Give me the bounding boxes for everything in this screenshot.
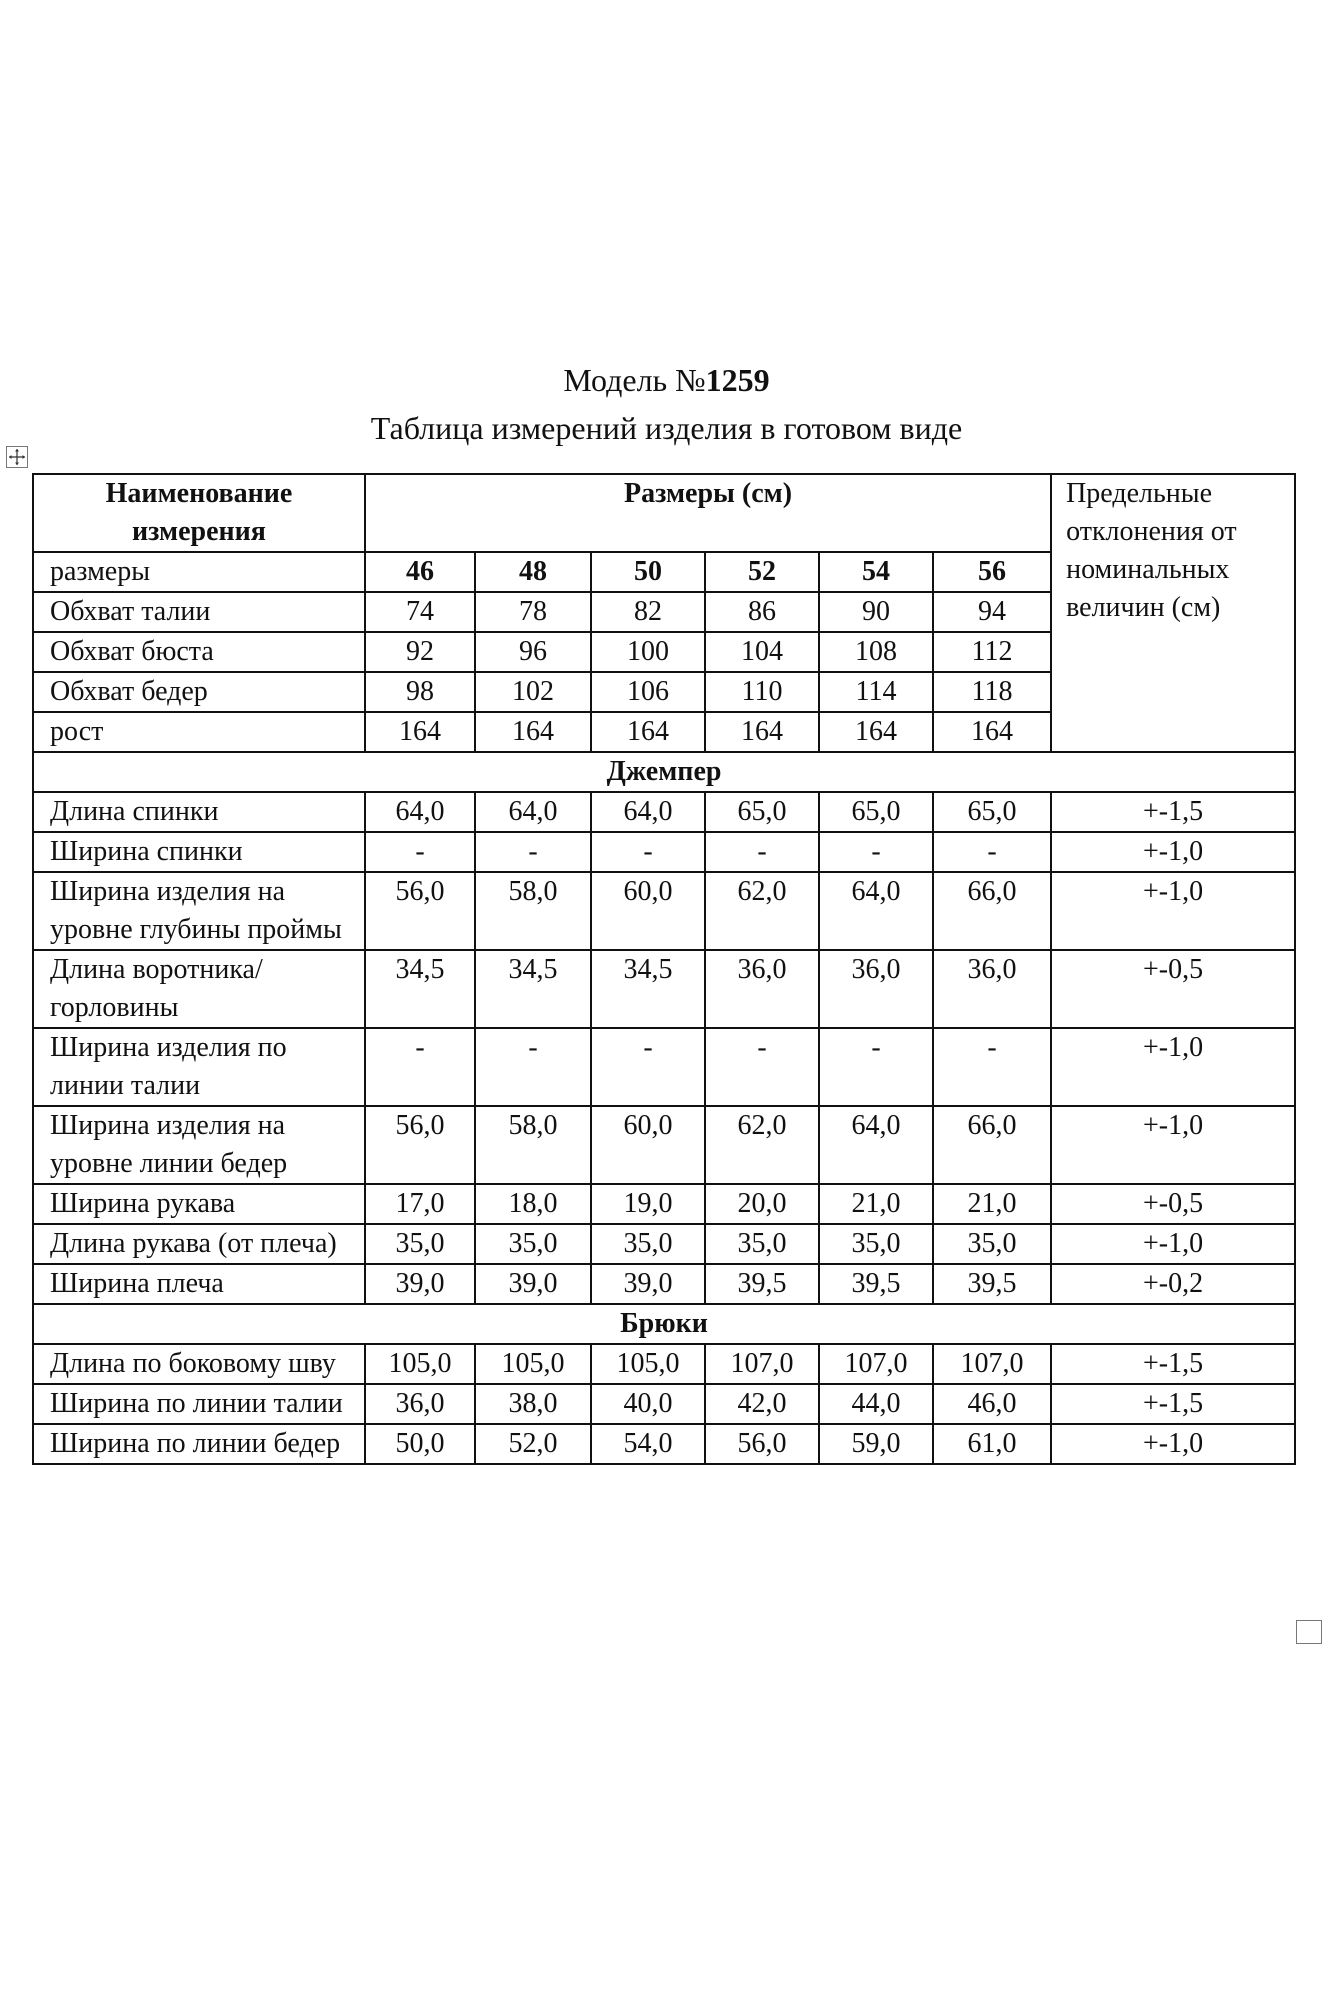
row-value: 105,0	[475, 1344, 591, 1384]
row-value: 64,0	[475, 792, 591, 832]
row-value: 82	[591, 592, 705, 632]
row-value: 39,0	[591, 1264, 705, 1304]
row-value: 64,0	[819, 872, 933, 950]
row-value: -	[365, 832, 475, 872]
row-value: 35,0	[819, 1224, 933, 1264]
row-value: 164	[705, 712, 819, 752]
row-value: 50,0	[365, 1424, 475, 1464]
row-value: 34,5	[591, 950, 705, 1028]
row-tolerance: +-1,0	[1051, 832, 1295, 872]
row-value: 35,0	[705, 1224, 819, 1264]
row-value: 110	[705, 672, 819, 712]
row-value: -	[591, 1028, 705, 1106]
row-value: 94	[933, 592, 1051, 632]
row-value: 39,5	[819, 1264, 933, 1304]
row-value: 20,0	[705, 1184, 819, 1224]
row-value: 106	[591, 672, 705, 712]
row-value: -	[819, 832, 933, 872]
row-value: 107,0	[933, 1344, 1051, 1384]
row-value: 36,0	[705, 950, 819, 1028]
size-56: 56	[933, 552, 1051, 592]
row-label: Обхват бюста	[33, 632, 365, 672]
row-value: -	[933, 1028, 1051, 1106]
row-value: 107,0	[819, 1344, 933, 1384]
row-value: 65,0	[705, 792, 819, 832]
row-value: 118	[933, 672, 1051, 712]
row-tolerance: +-0,5	[1051, 1184, 1295, 1224]
row-value: 46,0	[933, 1384, 1051, 1424]
table-row	[33, 1264, 1295, 1304]
size-48: 48	[475, 552, 591, 592]
row-tolerance: +-1,0	[1051, 872, 1295, 950]
row-label: Длина рукава (от плеча)	[33, 1224, 365, 1264]
model-number: 1259	[705, 362, 770, 398]
row-value: 64,0	[591, 792, 705, 832]
row-value: 39,0	[365, 1264, 475, 1304]
row-value: 74	[365, 592, 475, 632]
sizes-header: Размеры (см)	[365, 474, 1051, 552]
row-label: Ширина изделия по линии талии	[33, 1028, 365, 1106]
row-value: 21,0	[933, 1184, 1051, 1224]
tolerance-header: Предельные отклонения от номинальных величин (см)	[1051, 474, 1295, 752]
row-value: 100	[591, 632, 705, 672]
row-tolerance: +-1,0	[1051, 1224, 1295, 1264]
size-54: 54	[819, 552, 933, 592]
row-value: 52,0	[475, 1424, 591, 1464]
size-50: 50	[591, 552, 705, 592]
row-value: 92	[365, 632, 475, 672]
measurement-table	[32, 473, 1296, 1465]
row-value: 164	[819, 712, 933, 752]
row-value: 17,0	[365, 1184, 475, 1224]
col-name-header: Наименование измерения	[33, 474, 365, 552]
row-label: Ширина рукава	[33, 1184, 365, 1224]
row-value: -	[365, 1028, 475, 1106]
size-row-label: размеры	[33, 552, 365, 592]
row-value: 107,0	[705, 1344, 819, 1384]
row-value: 96	[475, 632, 591, 672]
section-header-row	[33, 1304, 1295, 1344]
row-value: 39,5	[933, 1264, 1051, 1304]
row-value: 62,0	[705, 1106, 819, 1184]
row-value: -	[933, 832, 1051, 872]
model-prefix: Модель №	[563, 362, 706, 398]
row-value: 164	[933, 712, 1051, 752]
row-value: 61,0	[933, 1424, 1051, 1464]
row-value: 56,0	[365, 1106, 475, 1184]
row-value: 39,5	[705, 1264, 819, 1304]
row-value: 102	[475, 672, 591, 712]
section-title: Брюки	[33, 1304, 1295, 1344]
row-value: 54,0	[591, 1424, 705, 1464]
table-row	[33, 872, 1295, 950]
row-value: 56,0	[705, 1424, 819, 1464]
row-value: 66,0	[933, 872, 1051, 950]
row-value: 42,0	[705, 1384, 819, 1424]
table-row	[33, 1384, 1295, 1424]
row-value: 34,5	[475, 950, 591, 1028]
row-label: Ширина спинки	[33, 832, 365, 872]
row-value: 40,0	[591, 1384, 705, 1424]
row-value: 35,0	[475, 1224, 591, 1264]
row-tolerance: +-1,0	[1051, 1424, 1295, 1464]
row-value: 18,0	[475, 1184, 591, 1224]
row-value: 105,0	[591, 1344, 705, 1384]
row-label: Обхват бедер	[33, 672, 365, 712]
row-label: Длина по боковому шву	[33, 1344, 365, 1384]
row-label: Ширина по линии талии	[33, 1384, 365, 1424]
row-label: Длина спинки	[33, 792, 365, 832]
row-value: 35,0	[365, 1224, 475, 1264]
row-value: 98	[365, 672, 475, 712]
row-value: -	[591, 832, 705, 872]
row-label: Длина воротника/горловины	[33, 950, 365, 1028]
size-52: 52	[705, 552, 819, 592]
row-value: 164	[591, 712, 705, 752]
row-value: -	[819, 1028, 933, 1106]
row-value: 114	[819, 672, 933, 712]
row-tolerance: +-1,0	[1051, 1106, 1295, 1184]
row-value: -	[475, 1028, 591, 1106]
row-value: 34,5	[365, 950, 475, 1028]
table-row	[33, 1028, 1295, 1106]
row-value: 56,0	[365, 872, 475, 950]
header-row	[33, 474, 1295, 552]
section-header-row	[33, 752, 1295, 792]
row-value: 105,0	[365, 1344, 475, 1384]
row-value: 64,0	[819, 1106, 933, 1184]
row-label: рост	[33, 712, 365, 752]
table-row	[33, 1344, 1295, 1384]
table-row	[33, 950, 1295, 1028]
row-value: 65,0	[933, 792, 1051, 832]
table-subtitle: Таблица измерений изделия в готовом виде	[370, 410, 963, 446]
table-resize-handle[interactable]	[1296, 1620, 1322, 1644]
row-label: Ширина изделия на уровне линии бедер	[33, 1106, 365, 1184]
row-value: 108	[819, 632, 933, 672]
row-value: -	[705, 1028, 819, 1106]
row-value: 164	[475, 712, 591, 752]
row-value: 62,0	[705, 872, 819, 950]
model-title	[0, 358, 1333, 402]
size-46: 46	[365, 552, 475, 592]
table-row	[33, 1106, 1295, 1184]
row-label: Ширина по линии бедер	[33, 1424, 365, 1464]
row-value: 66,0	[933, 1106, 1051, 1184]
table-row	[33, 1184, 1295, 1224]
row-value: 36,0	[365, 1384, 475, 1424]
row-value: 36,0	[933, 950, 1051, 1028]
row-label: Обхват талии	[33, 592, 365, 632]
row-value: 60,0	[591, 1106, 705, 1184]
row-value: 78	[475, 592, 591, 632]
row-value: -	[705, 832, 819, 872]
row-value: 35,0	[933, 1224, 1051, 1264]
row-value: 58,0	[475, 1106, 591, 1184]
row-value: 164	[365, 712, 475, 752]
row-label: Ширина плеча	[33, 1264, 365, 1304]
row-tolerance: +-1,5	[1051, 1344, 1295, 1384]
row-value: 36,0	[819, 950, 933, 1028]
table-move-handle-icon[interactable]	[6, 446, 28, 468]
row-value: 104	[705, 632, 819, 672]
row-value: 86	[705, 592, 819, 632]
row-value: 60,0	[591, 872, 705, 950]
section-title: Джемпер	[33, 752, 1295, 792]
table-row	[33, 1224, 1295, 1264]
row-tolerance: +-1,5	[1051, 792, 1295, 832]
row-value: -	[475, 832, 591, 872]
table-row	[33, 1424, 1295, 1464]
row-tolerance: +-1,5	[1051, 1384, 1295, 1424]
row-tolerance: +-1,0	[1051, 1028, 1295, 1106]
row-value: 21,0	[819, 1184, 933, 1224]
row-value: 64,0	[365, 792, 475, 832]
row-value: 65,0	[819, 792, 933, 832]
row-tolerance: +-0,2	[1051, 1264, 1295, 1304]
row-value: 38,0	[475, 1384, 591, 1424]
row-value: 58,0	[475, 872, 591, 950]
row-value: 39,0	[475, 1264, 591, 1304]
row-label: Ширина изделия на уровне глубины проймы	[33, 872, 365, 950]
row-value: 112	[933, 632, 1051, 672]
row-tolerance: +-0,5	[1051, 950, 1295, 1028]
row-value: 19,0	[591, 1184, 705, 1224]
row-value: 44,0	[819, 1384, 933, 1424]
row-value: 90	[819, 592, 933, 632]
row-value: 59,0	[819, 1424, 933, 1464]
row-value: 35,0	[591, 1224, 705, 1264]
table-row	[33, 832, 1295, 872]
table-row	[33, 792, 1295, 832]
